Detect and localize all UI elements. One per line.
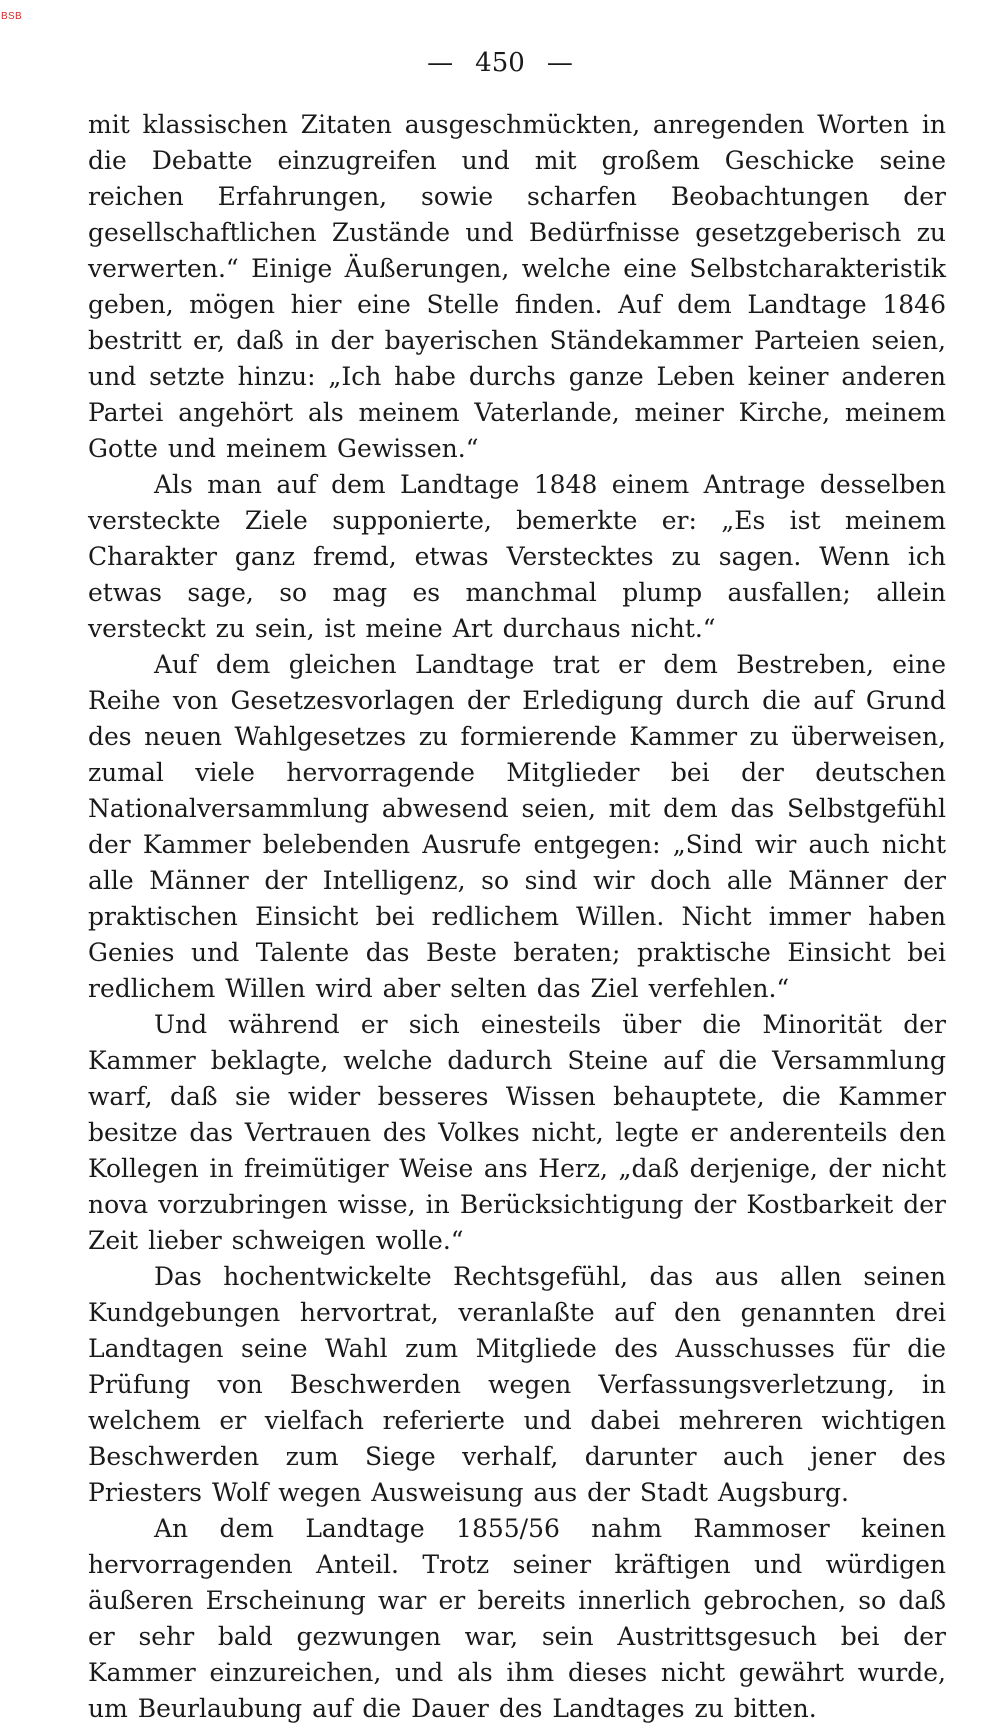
paragraph: Als man auf dem Landtage 1848 einem Antrage desselben versteckte Ziele supponierte, bemerkte er: „Es ist meinem Charakter ganz fremd, etwas Verstecktes zu sagen. Wenn ich etwas sage, so mag es manchmal plump ausfallen; allein versteckt zu sein, ist meine Art durchaus nicht.“	[88, 470, 946, 643]
paragraph: Auf dem gleichen Landtage trat er dem Bestreben, eine Reihe von Gesetzesvorlagen der Erledigung durch die auf Grund des neuen Wahlgesetzes zu formierende Kammer zu überweisen, zumal viele hervorragende Mitglieder bei der deutschen Nationalversammlung abwesend seien, mit dem das Selbstgefühl der Kammer belebenden Ausrufe entgegen: „Sind wir auch nicht alle Männer der Intelligenz, so sind wir doch alle Männer der praktischen Einsicht bei redlichem Willen. Nicht immer haben Genies und Talente das Beste beraten; praktische Einsicht bei redlichem Willen wird aber selten das Ziel verfehlen.“	[88, 650, 946, 1003]
header-dash-right: —	[546, 48, 573, 78]
paragraph: mit klassischen Zitaten ausgeschmückten, anregenden Worten in die Debatte einzugreifen und mit großem Geschicke seine reichen Erfahrungen, sowie scharfen Beobachtungen der gesellschaftlichen Zustände und Bedürfnisse gesetzgeberisch zu verwerten.“ Einige Äußerungen, welche eine Selbstcharakteristik geben, mögen hier eine Stelle finden. Auf dem Landtage 1846 bestritt er, daß in der bayerischen Ständekammer Parteien seien, und setzte hinzu: „Ich habe durchs ganze Leben keiner anderen Partei angehört als meinem Vaterlande, meiner Kirche, meinem Gotte und meinem Gewissen.“	[88, 110, 946, 463]
page-body	[88, 107, 946, 1727]
paragraph: Und während er sich einesteils über die Minorität der Kammer beklagte, welche dadurch Steine auf die Versammlung warf, daß sie wider besseres Wissen behauptete, die Kammer besitze das Vertrauen des Volkes nicht, legte er anderenteils den Kollegen in freimütiger Weise ans Herz, „daß derjenige, der nicht nova vorzubringen wisse, in Berücksichtigung der Kostbarkeit der Zeit lieber schweigen wolle.“	[88, 1010, 946, 1255]
page-header	[0, 48, 1000, 78]
paragraph: An dem Landtage 1855/56 nahm Rammoser keinen hervorragenden Anteil. Trotz seiner kräftigen und würdigen äußeren Erscheinung war er bereits innerlich gebrochen, so daß er sehr bald gezwungen war, sein Austrittsgesuch bei der Kammer einzureichen, und als ihm dieses nicht gewährt wurde, um Beurlaubung auf die Dauer des Landtages zu bitten.	[88, 1514, 946, 1723]
header-dash-left: —	[427, 48, 454, 78]
paragraph: Das hochentwickelte Rechtsgefühl, das aus allen seinen Kundgebungen hervortrat, veranlaßte auf den genannten drei Landtagen seine Wahl zum Mitgliede des Ausschusses für die Prüfung von Beschwerden wegen Verfassungsverletzung, in welchem er vielfach referierte und dabei mehreren wichtigen Beschwerden zum Siege verhalf, darunter auch jener des Priesters Wolf wegen Ausweisung aus der Stadt Augsburg.	[88, 1262, 946, 1507]
page-number: 450	[475, 48, 525, 78]
library-watermark: BSB	[1, 11, 22, 22]
